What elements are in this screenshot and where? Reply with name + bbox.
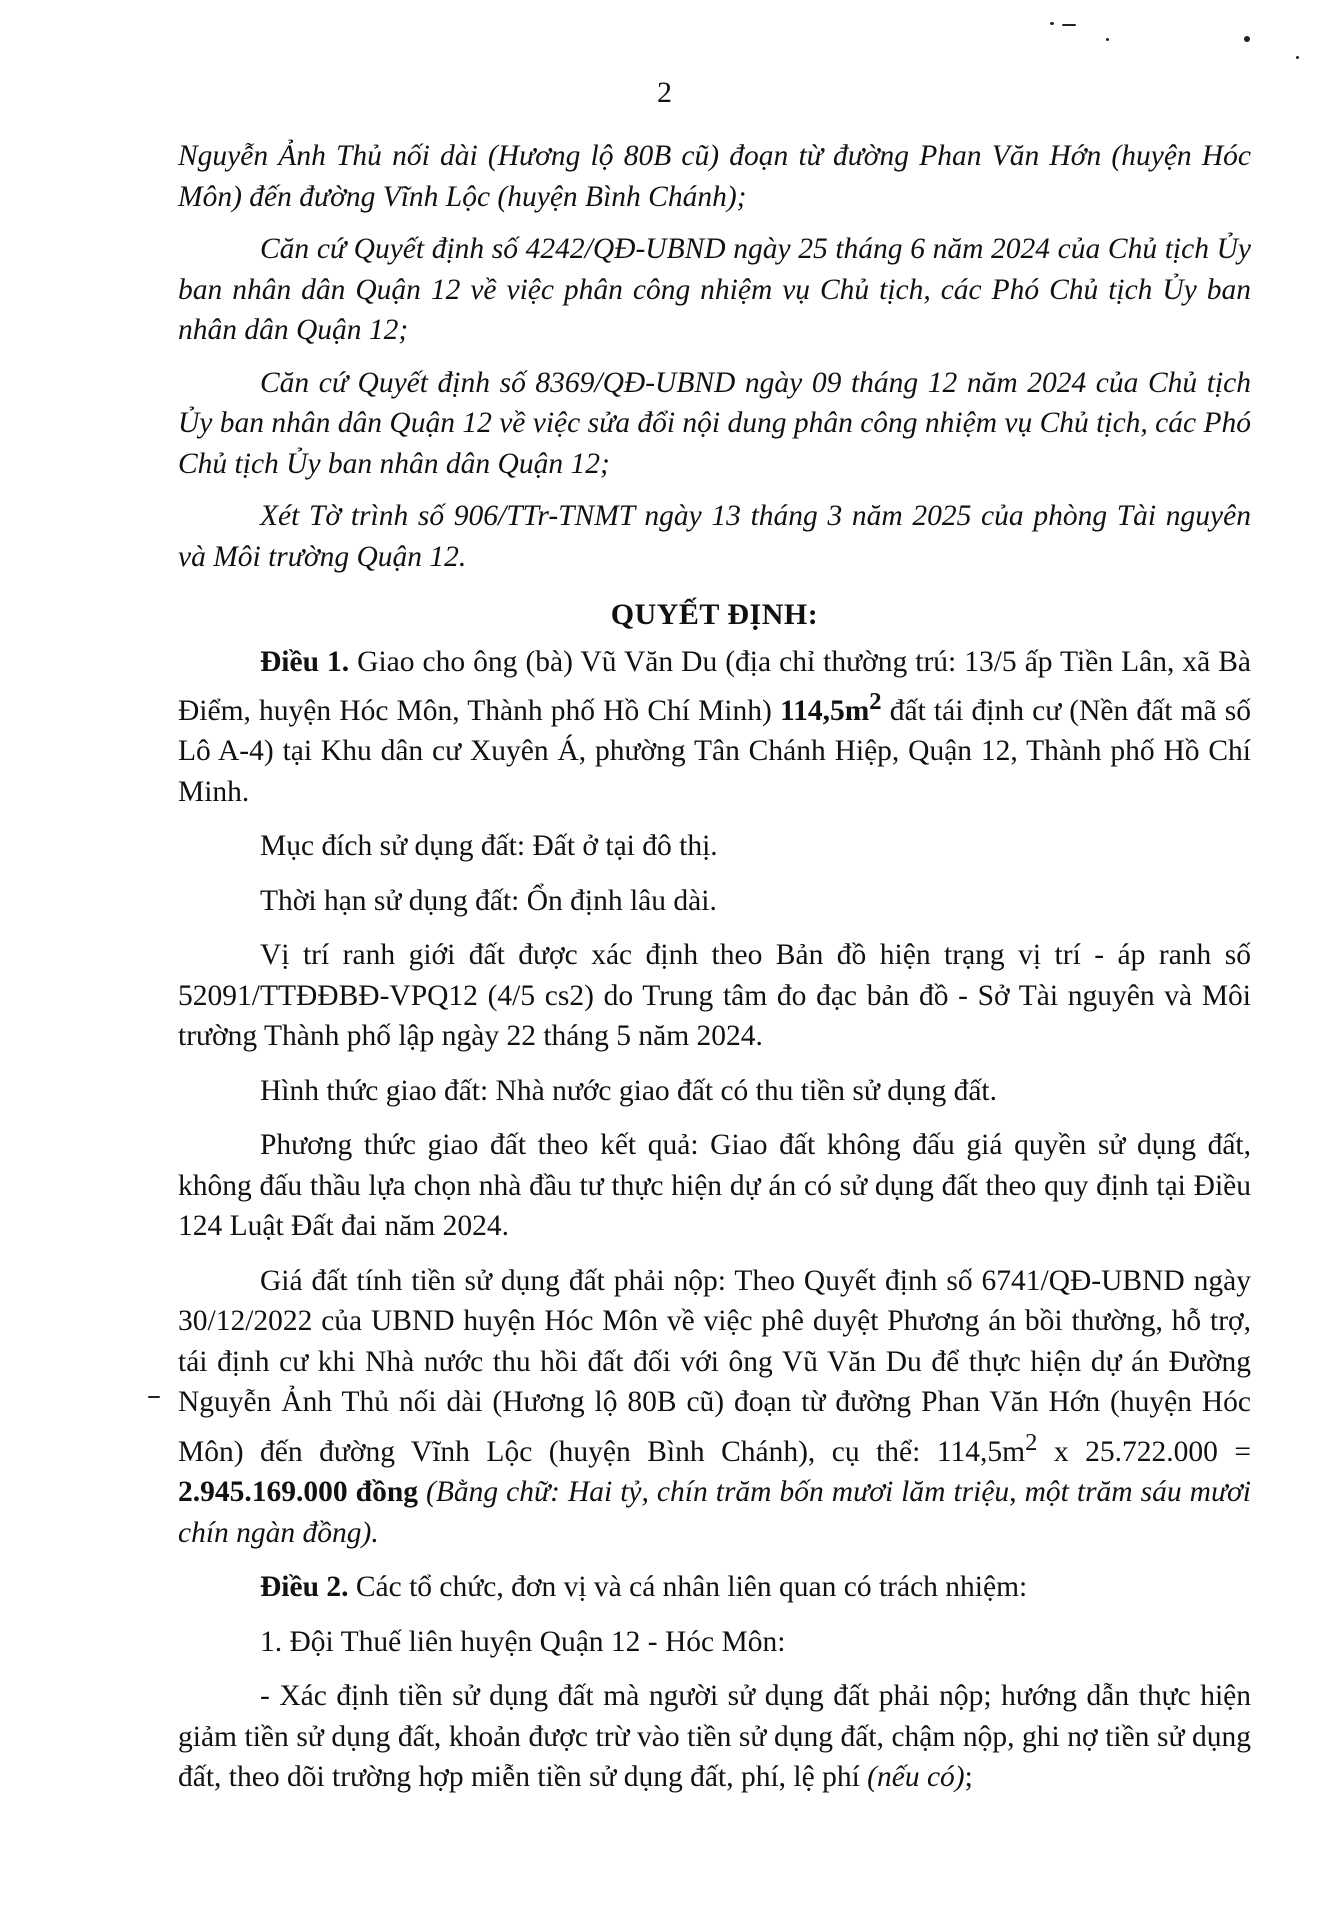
decision-heading: QUYẾT ĐỊNH: [610, 598, 819, 631]
land-location: Vị trí ranh giới đất được xác định theo Bản đồ hiện trạng vị trí - áp ranh số 52091/TTĐĐBĐ-VPQ12 (4/5 cs2) do Trung tâm đo đạc bản đồ - Sở Tài nguyên và Môi trường Thành phố lập ngày 22 tháng 5 năm 2024. [178, 939, 1251, 1053]
scan-speck [1244, 36, 1250, 42]
land-price-text: Giá đất tính tiền sử dụng đất phải nộp: Theo Quyết định số 6741/QĐ-UBND ngày 30/12/2022 của UBND huyện Hóc Môn về việc phê duyệt Phương án bồi thường, hỗ trợ, tái định cư khi Nhà nước thu hồi đất đối với ông Vũ Văn Du để thực hiện dự án Đường Nguyễn Ảnh Thủ nối dài (Hương lộ 80B cũ) đoạn từ đường Phan Văn Hớn (huyện Hóc Môn) đến đường Vĩnh Lộc (huyện Bình Chánh), cụ thể: 114,5m [178, 1264, 1251, 1468]
item-1-detail-end: ; [964, 1761, 973, 1794]
land-use-purpose: Mục đích sử dụng đất: Đất ở tại đô thị. [260, 830, 718, 863]
land-use-term: Thời hạn sử dụng đất: Ổn định lâu dài. [260, 884, 717, 917]
land-price [178, 1261, 1251, 1553]
preamble-continuation: Nguyễn Ảnh Thủ nối dài (Hương lộ 80B cũ) đoạn từ đường Phan Văn Hớn (huyện Hóc Môn) đến đường Vĩnh Lộc (huyện Bình Chánh); [178, 140, 1251, 213]
land-area [779, 688, 882, 727]
submission-906: Xét Tờ trình số 906/TTr-TNMT ngày 13 tháng 3 năm 2025 của phòng Tài nguyên và Môi trường Quận 12. [178, 500, 1251, 573]
scan-speck [1062, 24, 1076, 26]
land-area-unit-sup: 2 [869, 688, 882, 715]
land-price-unit-sup: 2 [1025, 1428, 1038, 1456]
item-1-detail-note: (nếu có) [867, 1761, 965, 1794]
page-number: 2 [657, 76, 672, 109]
article-2 [178, 1567, 1251, 1608]
legal-basis-8369: Căn cứ Quyết định số 8369/QĐ-UBND ngày 09 tháng 12 năm 2024 của Chủ tịch Ủy ban nhân dân Quận 12 về việc sửa đổi nội dung phân công nhiệm vụ Chủ tịch, các Phó Chủ tịch Ủy ban nhân dân Quận 12; [178, 366, 1251, 480]
scan-speck [1106, 38, 1109, 41]
land-price-formula: x 25.722.000 = [1037, 1435, 1251, 1468]
article-1-label: Điều 1. [260, 645, 350, 678]
document-body [178, 136, 1251, 1798]
scan-speck [1050, 22, 1054, 25]
article-1-text-a: Giao cho ông (bà) Vũ Văn Du (địa chỉ thường trú: 13/5 ấp Tiền Lân, xã Bà Điểm, huyện Hóc Môn, Thành phố Hồ Chí Minh) [178, 645, 1252, 727]
article-2-text: Các tổ chức, đơn vị và cá nhân liên quan có trách nhiệm: [348, 1571, 1028, 1604]
land-area-value: 114,5m [779, 694, 870, 727]
item-1-detail-text: - Xác định tiền sử dụng đất mà người sử dụng đất phải nộp; hướng dẫn thực hiện giảm tiền sử dụng đất, khoản được trừ vào tiền sử dụng đất, chậm nộp, ghi nợ tiền sử dụng đất, theo dõi trường hợp miễn tiền sử dụng đất, phí, lệ phí [178, 1680, 1251, 1794]
scan-speck [1296, 56, 1299, 59]
allocation-method: Phương thức giao đất theo kết quả: Giao đất không đấu giá quyền sử dụng đất, không đấu thầu lựa chọn nhà đầu tư thực hiện dự án có sử dụng đất theo quy định tại Điều 124 Luật Đất đai năm 2024. [178, 1129, 1251, 1243]
article-1-text-b: đất tái định cư (Nền đất mã số Lô A-4) tại Khu dân cư Xuyên Á, phường Tân Chánh Hiệp, Quận 12, Thành phố Hồ Chí Minh. [178, 694, 1251, 808]
land-price-total: 2.945.169.000 đồng [178, 1476, 418, 1509]
legal-basis-4242: Căn cứ Quyết định số 4242/QĐ-UBND ngày 25 tháng 6 năm 2024 của Chủ tịch Ủy ban nhân dân Quận 12 về việc phân công nhiệm vụ Chủ tịch, các Phó Chủ tịch Ủy ban nhân dân Quận 12; [178, 233, 1251, 346]
scan-speck [148, 1396, 160, 1398]
article-2-label: Điều 2. [260, 1571, 349, 1604]
article-2-item-1: 1. Đội Thuế liên huyện Quận 12 - Hóc Môn: [260, 1625, 786, 1658]
article-1 [178, 642, 1251, 813]
article-2-item-1-detail [178, 1676, 1251, 1798]
land-price-in-words: (Bằng chữ: Hai tỷ, chín trăm bốn mươi lăm triệu, một trăm sáu mươi chín ngàn đồng). [178, 1476, 1251, 1549]
allocation-form: Hình thức giao đất: Nhà nước giao đất có thu tiền sử dụng đất. [260, 1074, 997, 1107]
